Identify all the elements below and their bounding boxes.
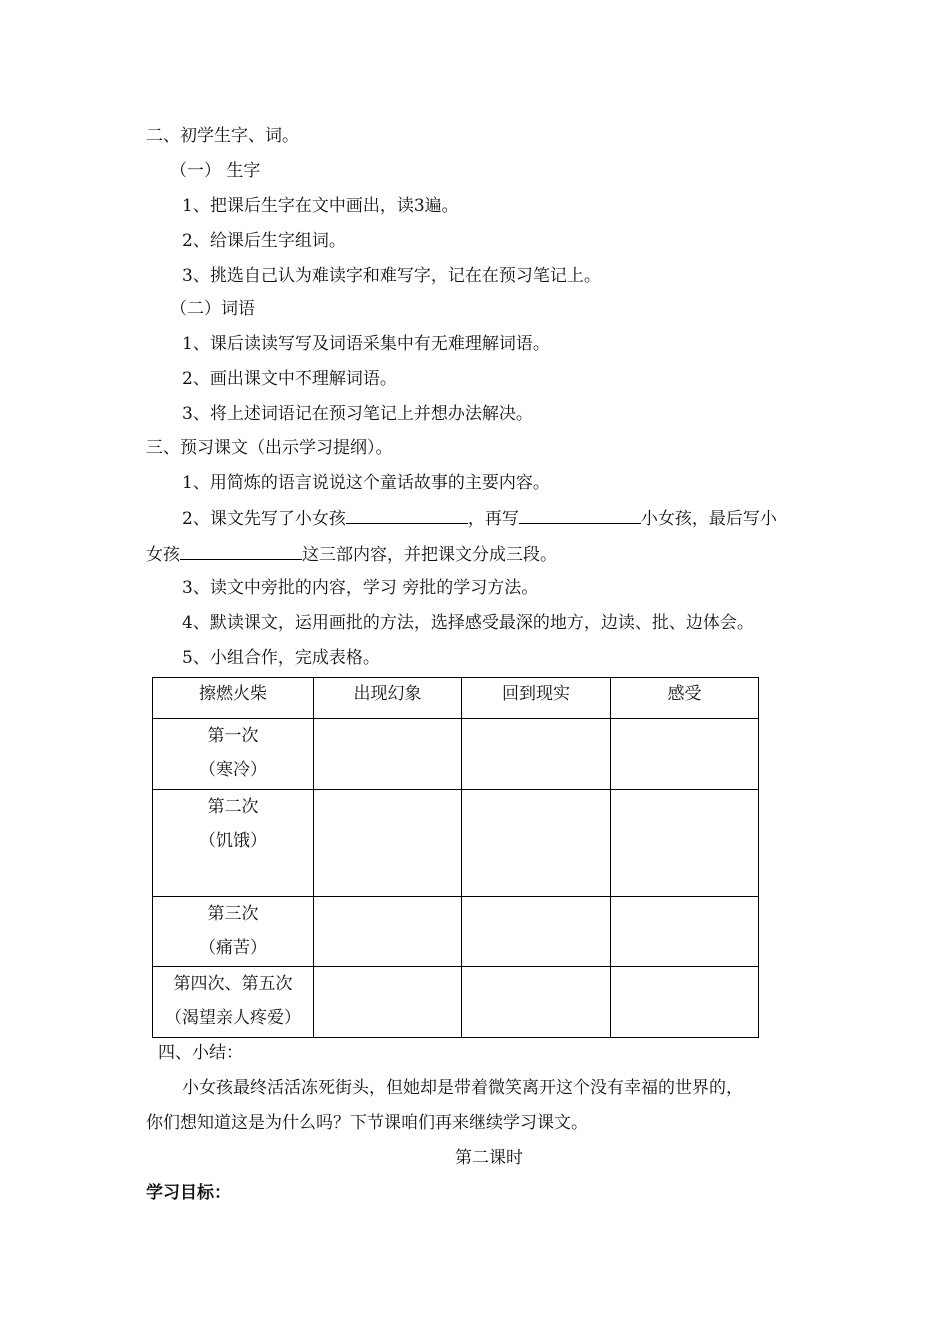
chars-item-1: 1、把课后生字在文中画出，读3遍。: [182, 196, 459, 216]
preview-item-5: 5、小组合作，完成表格。: [182, 648, 380, 668]
table-row: [153, 719, 759, 790]
match-table: [152, 677, 759, 1038]
preview-item-2-part-a: 2、课文先写了小女孩: [182, 509, 346, 529]
table-header-cell: 回到现实: [462, 678, 611, 719]
fill-blank-2[interactable]: [519, 507, 641, 524]
row-label-line2: （渴望亲人疼爱）: [165, 1008, 301, 1028]
table-header-cell: 感受: [611, 678, 759, 719]
words-item-3: 3、将上述词语记在预习笔记上并想办法解决。: [182, 404, 533, 424]
table-cell[interactable]: [611, 719, 759, 790]
table-row-label: [153, 897, 314, 967]
table-header-cell: 擦燃火柴: [153, 678, 314, 719]
table-row: [153, 897, 759, 967]
preview-item-2-part-e: 这三部内容，并把课文分成三段。: [302, 545, 557, 565]
table-cell[interactable]: [462, 719, 611, 790]
section2-title: 二、初学生字、词。: [146, 126, 299, 146]
fill-blank-3[interactable]: [180, 543, 302, 560]
table-cell[interactable]: [611, 790, 759, 897]
section4-title: 四、小结：: [158, 1043, 243, 1063]
fill-blank-1[interactable]: [346, 507, 468, 524]
preview-item-2-part-b: ，再写: [467, 509, 519, 529]
table-row: [153, 790, 759, 897]
chars-item-3: 3、挑选自己认为难读字和难写字，记在在预习笔记上。: [182, 266, 601, 286]
chars-item-2: 2、给课后生字组词。: [182, 231, 346, 251]
preview-item-3: 3、读文中旁批的内容，学习 旁批的学习方法。: [182, 578, 539, 598]
subsection-chars-title: （一） 生字: [170, 161, 261, 181]
preview-item-1: 1、用简炼的语言说说这个童话故事的主要内容。: [182, 473, 550, 493]
preview-item-4: 4、默读课文，运用画批的方法，选择感受最深的地方，边读、批、边体会。: [182, 613, 754, 633]
table-cell[interactable]: [314, 719, 462, 790]
row-label-line2: （寒冷）: [199, 760, 267, 780]
table-cell[interactable]: [314, 897, 462, 967]
row-label-line1: 第二次: [207, 797, 259, 817]
table-header-cell: 出现幻象: [314, 678, 462, 719]
row-label-line2: （痛苦）: [199, 938, 267, 958]
lesson2-title: 第二课时: [455, 1148, 523, 1168]
table-header-row: [153, 678, 759, 719]
words-item-1: 1、课后读读写写及词语采集中有无难理解词语。: [182, 334, 550, 354]
row-label-line2: （饥饿）: [199, 831, 267, 851]
summary-line-1: 小女孩最终活活冻死街头，但她却是带着微笑离开这个没有幸福的世界的，: [182, 1078, 743, 1098]
table-row-label: [153, 967, 314, 1038]
table-cell[interactable]: [462, 967, 611, 1038]
table-row-label: [153, 719, 314, 790]
table-cell[interactable]: [462, 897, 611, 967]
table-row: [153, 967, 759, 1038]
row-label-line1: 第三次: [207, 904, 259, 924]
preview-item-2: [182, 507, 777, 530]
section3-title: 三、预习课文（出示学习提纲）。: [146, 438, 393, 458]
summary-line-2: 你们想知道这是为什么吗？下节课咱们再来继续学习课文。: [146, 1113, 588, 1133]
row-label-line1: 第一次: [207, 726, 259, 746]
preview-item-2-cont: [146, 543, 557, 566]
table-row-label: [153, 790, 314, 897]
row-label-line1: 第四次、第五次: [173, 974, 293, 994]
table-cell[interactable]: [611, 897, 759, 967]
table-cell[interactable]: [314, 790, 462, 897]
table-cell[interactable]: [462, 790, 611, 897]
table-cell[interactable]: [314, 967, 462, 1038]
subsection-words-title: （二）词语: [170, 299, 255, 319]
table-cell[interactable]: [611, 967, 759, 1038]
preview-item-2-part-c: 小女孩，最后写小: [640, 509, 777, 529]
learning-goals-label: 学习目标：: [146, 1183, 231, 1203]
preview-item-2-part-d: 女孩: [146, 545, 180, 565]
words-item-2: 2、画出课文中不理解词语。: [182, 369, 397, 389]
